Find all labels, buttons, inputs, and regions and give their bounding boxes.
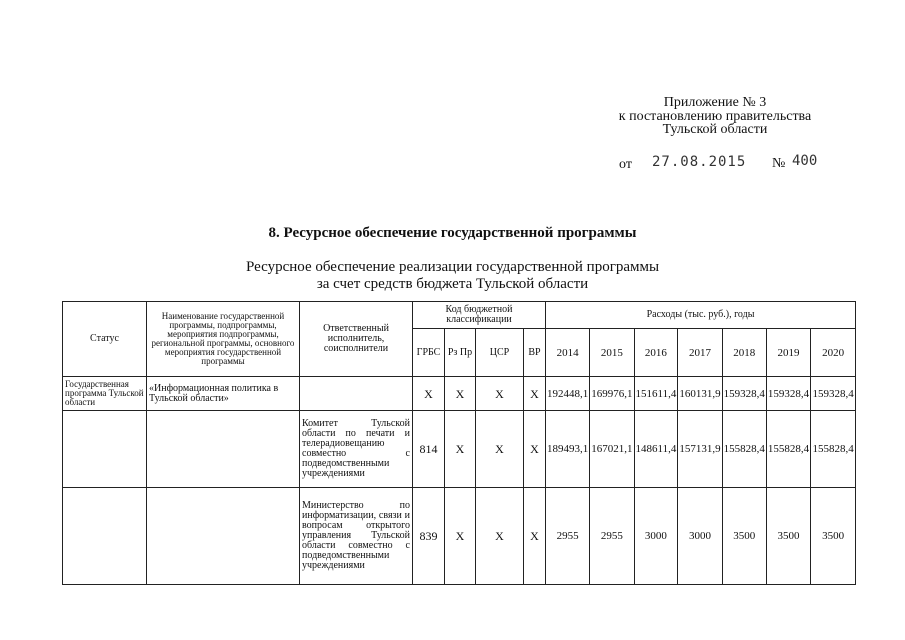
section-title: 8. Ресурсное обеспечение государственной программы: [268, 225, 637, 241]
row-executor: Министерство по информатизации, связи и вопросам открытого управления Тульской области совместно с подведомственными учреждениями: [300, 488, 413, 585]
row-rzpr: X: [445, 411, 476, 488]
row-vr: X: [524, 411, 546, 488]
row-csr: X: [476, 488, 524, 585]
row-value: 192448,1: [546, 377, 590, 411]
row-value: 189493,1: [546, 411, 590, 488]
row-value: 3500: [811, 488, 856, 585]
row-executor: Комитет Тульской области по печати и телерадиовещанию совместно с подведомственными учреждениями: [300, 411, 413, 488]
row-value: 167021,1: [590, 411, 634, 488]
from-label: от: [619, 157, 632, 172]
row-csr: X: [476, 411, 524, 488]
decree-number: 400: [792, 153, 818, 169]
rzpr-header: Рз Пр: [445, 329, 476, 377]
row-value: 159328,4: [722, 377, 766, 411]
annex-line-3: Тульской области: [662, 122, 768, 137]
row-value: 159328,4: [766, 377, 810, 411]
header-row-1: [63, 302, 856, 329]
table-row: [63, 377, 856, 411]
year-header: 2019: [766, 329, 810, 377]
row-value: 157131,9: [678, 411, 722, 488]
year-header: 2018: [722, 329, 766, 377]
vr-header: ВР: [524, 329, 546, 377]
row-name: [147, 411, 300, 488]
row-grbs: 839: [413, 488, 445, 585]
row-value: 155828,4: [811, 411, 856, 488]
row-name: «Информационная политика в Тульской области»: [147, 377, 300, 411]
row-status: [63, 411, 147, 488]
row-status: [63, 488, 147, 585]
year-header: 2020: [811, 329, 856, 377]
row-grbs: 814: [413, 411, 445, 488]
row-value: 3500: [766, 488, 810, 585]
number-label: №: [772, 156, 786, 171]
year-header: 2016: [634, 329, 678, 377]
subtitle-line-2: за счет средств бюджета Тульской области: [316, 276, 589, 292]
decree-date: 27.08.2015: [652, 154, 747, 170]
annex-line-2: к постановлению правительства: [618, 109, 812, 124]
status-header: Статус: [63, 302, 147, 377]
row-value: 3000: [634, 488, 678, 585]
row-vr: X: [524, 377, 546, 411]
row-vr: X: [524, 488, 546, 585]
row-grbs: X: [413, 377, 445, 411]
row-rzpr: X: [445, 377, 476, 411]
row-value: 3500: [722, 488, 766, 585]
row-value: 151611,4: [634, 377, 678, 411]
row-executor: [300, 377, 413, 411]
row-rzpr: X: [445, 488, 476, 585]
table-row: [63, 411, 856, 488]
year-header: 2017: [678, 329, 722, 377]
year-header: 2015: [590, 329, 634, 377]
row-name: [147, 488, 300, 585]
row-status: Государственная программа Тульской области: [63, 377, 147, 411]
row-value: 169976,1: [590, 377, 634, 411]
row-value: 159328,4: [811, 377, 856, 411]
table-row: [63, 488, 856, 585]
grbs-header: ГРБС: [413, 329, 445, 377]
expenses-group-header: Расходы (тыс. руб.), годы: [546, 302, 856, 329]
annex-line-1: Приложение № 3: [663, 95, 767, 110]
row-value: 155828,4: [722, 411, 766, 488]
code-group-header: Код бюджетной классификации: [413, 302, 546, 329]
executor-header: Ответственный исполнитель, соисполнители: [300, 302, 413, 377]
row-value: 2955: [590, 488, 634, 585]
row-value: 160131,9: [678, 377, 722, 411]
row-value: 148611,4: [634, 411, 678, 488]
year-header: 2014: [546, 329, 590, 377]
row-value: 2955: [546, 488, 590, 585]
row-value: 3000: [678, 488, 722, 585]
csr-header: ЦСР: [476, 329, 524, 377]
row-csr: X: [476, 377, 524, 411]
resource-table: [62, 301, 856, 585]
name-header: Наименование государственной программы, подпрограммы, мероприятия подпрограммы, региональной программы, основного мероприятия государственной программы: [147, 302, 300, 377]
row-value: 155828,4: [766, 411, 810, 488]
subtitle-line-1: Ресурсное обеспечение реализации государственной программы: [245, 259, 660, 275]
